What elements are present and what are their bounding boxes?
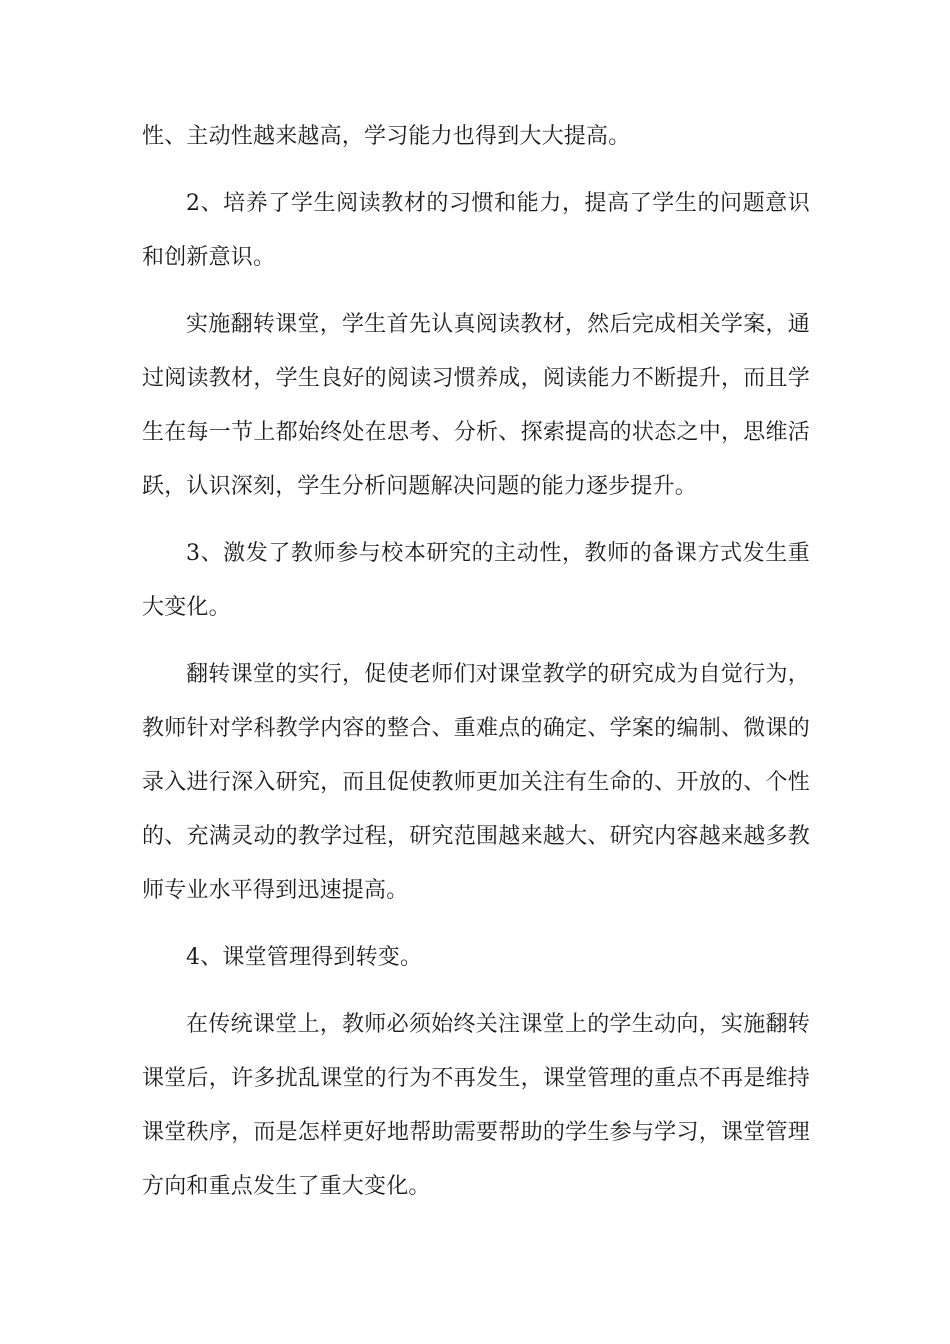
paragraph-point-4-heading: 4、课堂管理得到转变。	[186, 945, 423, 970]
paragraph-continuation: 性、主动性越来越高，学习能力也得到大大提高。	[142, 124, 631, 149]
paragraph-point-3-body: 翻转课堂的实行，促使老师们对课堂教学的研究成为自觉行为，教师针对学科教学内容的整合、重难点的确定、学案的编制、微课的录入进行深入研究，而且促使教师更加关注有生命的、开放的、个性的、充满灵动的教学过程，研究范围越来越大、研究内容越来越多教师专业水平得到迅速提高。	[142, 662, 810, 903]
paragraph-point-3-heading: 3、激发了教师参与校本研究的主动性，教师的备课方式发生重大变化。	[142, 541, 810, 620]
paragraph-point-4-body: 在传统课堂上，教师必须始终关注课堂上的学生动向，实施翻转课堂后，许多扰乱课堂的行为不再发生，课堂管理的重点不再是维持课堂秩序，而是怎样更好地帮助需要帮助的学生参与学习，课堂管理方向和重点发生了重大变化。	[142, 1012, 810, 1199]
document-page	[142, 110, 810, 1227]
paragraph-point-2-body: 实施翻转课堂，学生首先认真阅读教材，然后完成相关学案，通过阅读教材，学生良好的阅读习惯养成，阅读能力不断提升，而且学生在每一节上都始终处在思考、分析、探索提高的状态之中，思维活跃，认识深刻，学生分析问题解决问题的能力逐步提升。	[142, 312, 810, 499]
paragraph-point-2-heading: 2、培养了学生阅读教材的习惯和能力，提高了学生的问题意识和创新意识。	[142, 191, 810, 270]
